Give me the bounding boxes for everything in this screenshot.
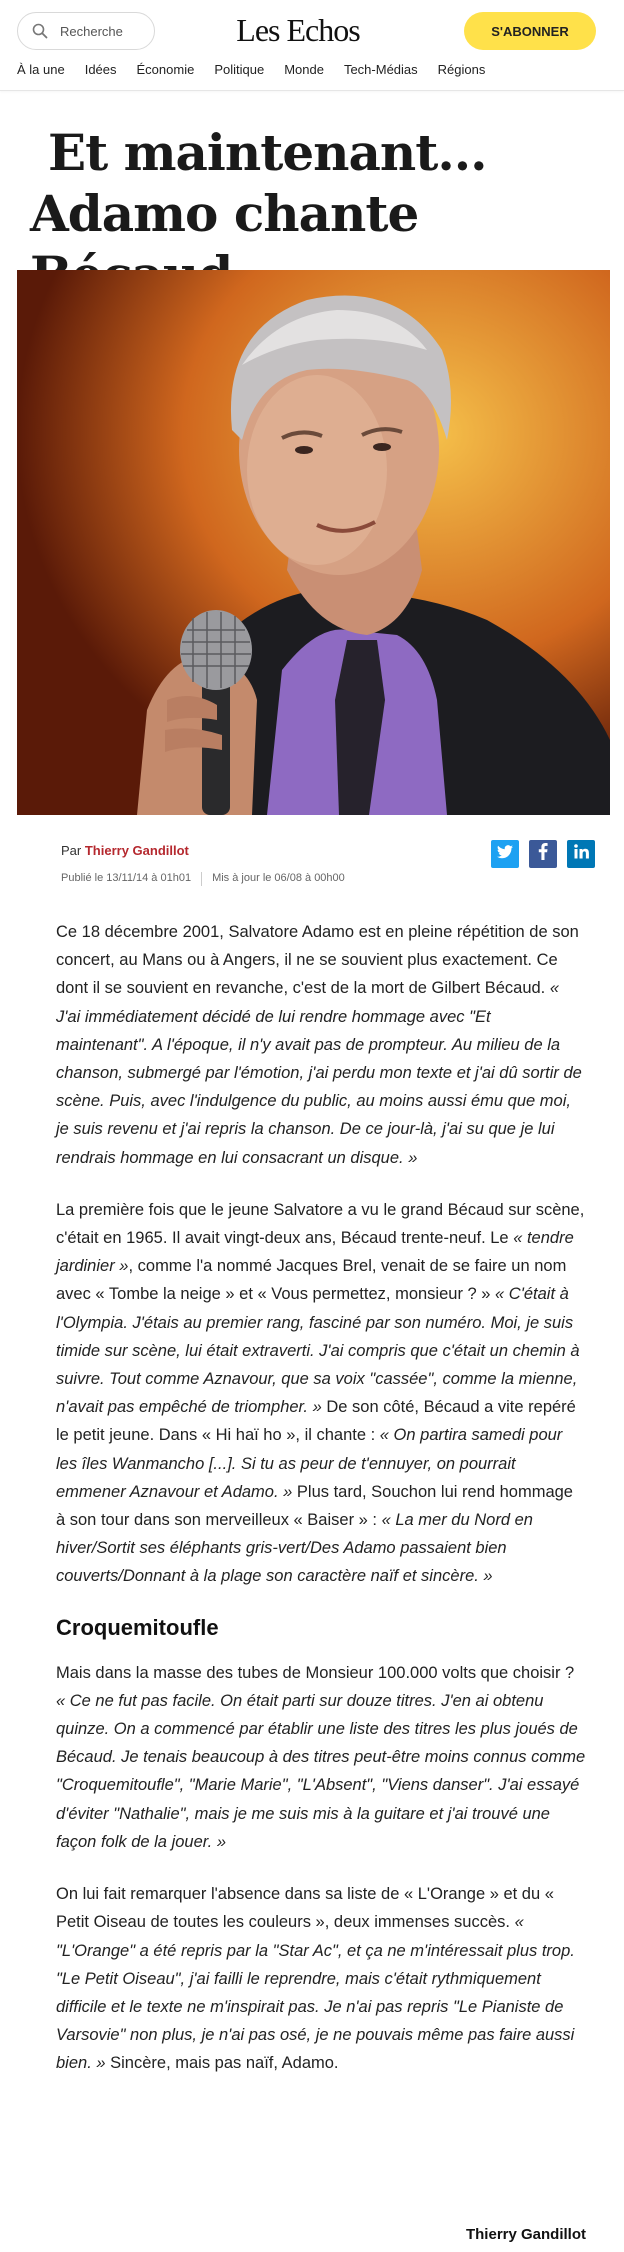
subheading: Croquemitoufle	[56, 1614, 219, 1640]
search-box[interactable]	[17, 12, 155, 50]
paragraph-4-text-a: On lui fait remarquer l'absence dans sa liste de « L'Orange » et du « Petit Oiseau de toutes les couleurs », deux immenses succès.	[56, 1885, 554, 1932]
nav-item-tech-medias[interactable]: Tech-Médias	[343, 62, 418, 77]
paragraph-2-quote-b: « C'était à l'Olympia. J'étais au premier rang, fasciné par son numéro. Moi, je suis timide sur scène, lui était extraverti. J'ai compris que c'était un chemin à suivre. Tout comme Aznavour, que sa voix "cassée", comme la mienne, n'avait pas empêché de triompher. »	[56, 1285, 580, 1417]
byline-prefix: Par	[61, 843, 82, 858]
paragraph-3-text: Mais dans la masse des tubes de Monsieur 100.000 volts que choisir ?	[56, 1663, 575, 1682]
article-photo	[17, 270, 610, 815]
paragraph-2	[56, 1196, 586, 1591]
twitter-icon	[497, 845, 513, 864]
nav-item-idees[interactable]: Idées	[84, 62, 117, 77]
date-separator	[201, 872, 202, 886]
linkedin-icon	[574, 844, 589, 864]
paragraph-2-quote-d: « La mer du Nord en hiver/Sortit ses éléphants gris-vert/Des Adamo passaient bien couverts/Donnant à la plage son caractère naïf et sincère. »	[56, 1511, 533, 1586]
author-signature: Thierry Gandillot	[465, 2226, 586, 2243]
paragraph-2-text-c: De son côté, Bécaud a vite repéré le petit jeune. Dans « Hi haï ho », il chante :	[56, 1398, 576, 1445]
search-input[interactable]	[58, 23, 152, 40]
paragraph-4-quote: « "L'Orange" a été repris par la "Star Ac", et ça ne m'intéressait plus trop. "Le Petit Oiseau", j'ai failli le reprendre, mais c'était rythmiquement difficile et le texte ne m'inspirait pas. Je n'ai pas repris "Le Pianiste de Varsovie" non plus, je n'ai pas osé, je ne pouvais même pas faire aussi bien. »	[56, 1913, 575, 2073]
paragraph-2-quote-a: « tendre jardinier »	[56, 1229, 574, 1276]
linkedin-share-button[interactable]	[567, 840, 595, 868]
subscribe-button[interactable]: S'ABONNER	[464, 12, 596, 50]
nav-item-politique[interactable]: Politique	[214, 62, 265, 77]
nav-item-regions[interactable]: Régions	[437, 62, 486, 77]
paragraph-1-quote: « J'ai immédiatement décidé de lui rendre hommage avec "Et maintenant". A l'époque, il n'y avait pas de prompteur. Au milieu de la chanson, submergé par l'émotion, j'ai perdu mon texte et j'ai dû sortir de scène. Puis, avec l'indulgence du public, au moins aussi ému que moi, je suis revenu et j'ai repris la chanson. De ce jour-là, j'ai su que je lui rendrais hommage en lui consacrant un disque. »	[56, 979, 582, 1167]
facebook-share-button[interactable]	[529, 840, 557, 868]
article-body	[56, 918, 586, 2102]
nav-item-a-la-une[interactable]: À la une	[17, 62, 65, 77]
site-logo[interactable]: Les Echos	[236, 12, 360, 48]
article-title-line-2: Adamo chante	[30, 184, 419, 243]
paragraph-1-text: Ce 18 décembre 2001, Salvatore Adamo est en pleine répétition de son concert, au Mans ou à Angers, il ne se souvient plus exactement. Ce dont il se souvient en revanche, c'est de la mort de Gilbert Bécaud.	[56, 923, 579, 998]
byline	[61, 843, 189, 858]
paragraph-2-text-b: , comme l'a nommé Jacques Brel, venait de se faire un nom avec « Tombe la neige » et « Vous permettez, monsieur ? »	[56, 1257, 567, 1304]
paragraph-4-text-b: Sincère, mais pas naïf, Adamo.	[105, 2054, 339, 2073]
facebook-icon	[538, 843, 548, 865]
paragraph-2-text-a: La première fois que le jeune Salvatore a vu le grand Bécaud sur scène, c'était en 1965. Il avait vingt-deux ans, Bécaud trente-neuf. Le	[56, 1200, 585, 1248]
paragraph-1	[56, 918, 586, 1172]
author-link[interactable]: Thierry Gandillot	[84, 843, 189, 858]
share-buttons	[491, 840, 595, 868]
paragraph-3-quote: « Ce ne fut pas facile. On était parti sur douze titres. J'en ai obtenu quinze. On a commencé par établir une liste des titres les plus joués de Bécaud. Je tenais beaucoup à des titres peut-être moins connus comme "Croquemitoufle", "Marie Marie", "L'Absent", "Viens danser". J'ai essayé d'éviter "Nathalie", mais je me suis mis à la guitare et j'ai trouvé une façon folk de la jouer. »	[56, 1691, 586, 1851]
nav-item-economie[interactable]: Économie	[136, 62, 195, 77]
search-icon	[32, 23, 48, 39]
paragraph-2-text-d: Plus tard, Souchon lui rend hommage à son tour dans son merveilleux « Baiser » :	[56, 1482, 573, 1530]
article-title-line-1: Et maintenant...	[48, 123, 487, 182]
article-dates	[61, 872, 345, 886]
published-date: Publié le 13/11/14 à 01h01	[61, 872, 192, 884]
paragraph-3	[56, 1659, 586, 1856]
singer-illustration	[17, 270, 610, 815]
twitter-share-button[interactable]	[491, 840, 519, 868]
updated-date: Mis à jour le 06/08 à 00h00	[212, 872, 345, 884]
site-header	[0, 0, 624, 91]
paragraph-4	[56, 1880, 586, 2077]
nav-item-monde[interactable]: Monde	[284, 62, 324, 77]
main-nav	[17, 62, 505, 77]
paragraph-2-quote-c: « On partira samedi pour les îles Wanmancho [...]. Si tu as peur de t'ennuyer, on pourrait emmener Aznavour et Adamo. »	[56, 1426, 563, 1501]
